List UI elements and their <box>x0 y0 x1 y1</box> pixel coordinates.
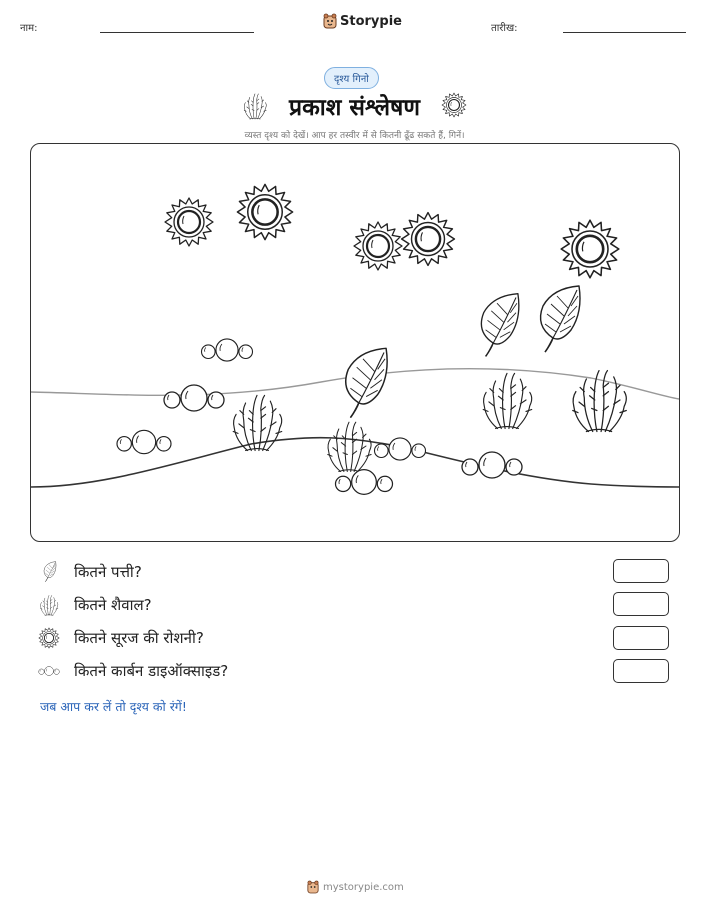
question-row-algae <box>38 593 152 617</box>
storypie-mascot-icon <box>307 880 319 894</box>
leaf-icon <box>481 294 518 357</box>
co2-molecule-icon <box>117 430 171 453</box>
co2-molecule-icon <box>164 385 224 411</box>
algae-icon <box>38 594 60 616</box>
name-label: नाम: <box>20 23 38 34</box>
sun-icon <box>354 222 402 270</box>
algae-icon <box>328 422 371 471</box>
answer-box-sunlight[interactable] <box>613 626 669 650</box>
answer-box-co2[interactable] <box>613 659 669 683</box>
brand-name: Storypie <box>340 13 402 29</box>
name-field-line[interactable] <box>100 32 254 33</box>
page-title: प्रकाश संश्लेषण <box>289 95 420 121</box>
activity-badge: दृश्य गिनो <box>324 67 379 89</box>
sun-icon <box>402 213 455 266</box>
brand-logo <box>323 13 402 29</box>
co2-molecule-icon <box>375 438 426 460</box>
sun-icon <box>561 220 619 278</box>
question-label: कितने कार्बन डाइऑक्साइड? <box>74 662 229 680</box>
sun-icon <box>165 198 213 246</box>
co2-molecule-icon <box>336 470 393 495</box>
question-row-sunlight <box>38 626 204 650</box>
answer-box-algae[interactable] <box>613 592 669 616</box>
co2-molecule-icon <box>38 660 60 682</box>
footer <box>307 880 404 894</box>
scene-illustration <box>31 144 679 541</box>
leaf-icon <box>541 286 580 352</box>
algae-icon <box>483 373 531 428</box>
date-field-line[interactable] <box>563 32 686 33</box>
coloring-note: जब आप कर लें तो दृश्य को रंगें! <box>40 699 187 714</box>
co2-molecule-icon <box>202 339 253 361</box>
question-row-co2 <box>38 659 228 683</box>
question-label: कितने सूरज की रोशनी? <box>74 629 204 647</box>
instructions: व्यस्त दृश्य को देखें। आप हर तस्वीर में से कितनी ढूँढ सकते हैं, गिनें। <box>244 131 465 141</box>
question-row-leaves <box>38 560 142 584</box>
co2-molecule-icon <box>462 452 522 478</box>
storypie-mascot-icon <box>323 13 337 29</box>
leaf-icon <box>346 348 387 417</box>
leaf-icon <box>38 561 60 583</box>
footer-url[interactable]: mystorypie.com <box>323 881 404 893</box>
date-label: तारीख: <box>491 23 518 34</box>
counting-scene <box>30 143 680 542</box>
question-label: कितने पत्ती? <box>74 563 142 581</box>
sun-icon <box>441 92 467 118</box>
sun-icon <box>38 627 60 649</box>
sun-icon <box>237 184 292 239</box>
answer-box-leaves[interactable] <box>613 559 669 583</box>
question-label: कितने शैवाल? <box>74 596 152 614</box>
